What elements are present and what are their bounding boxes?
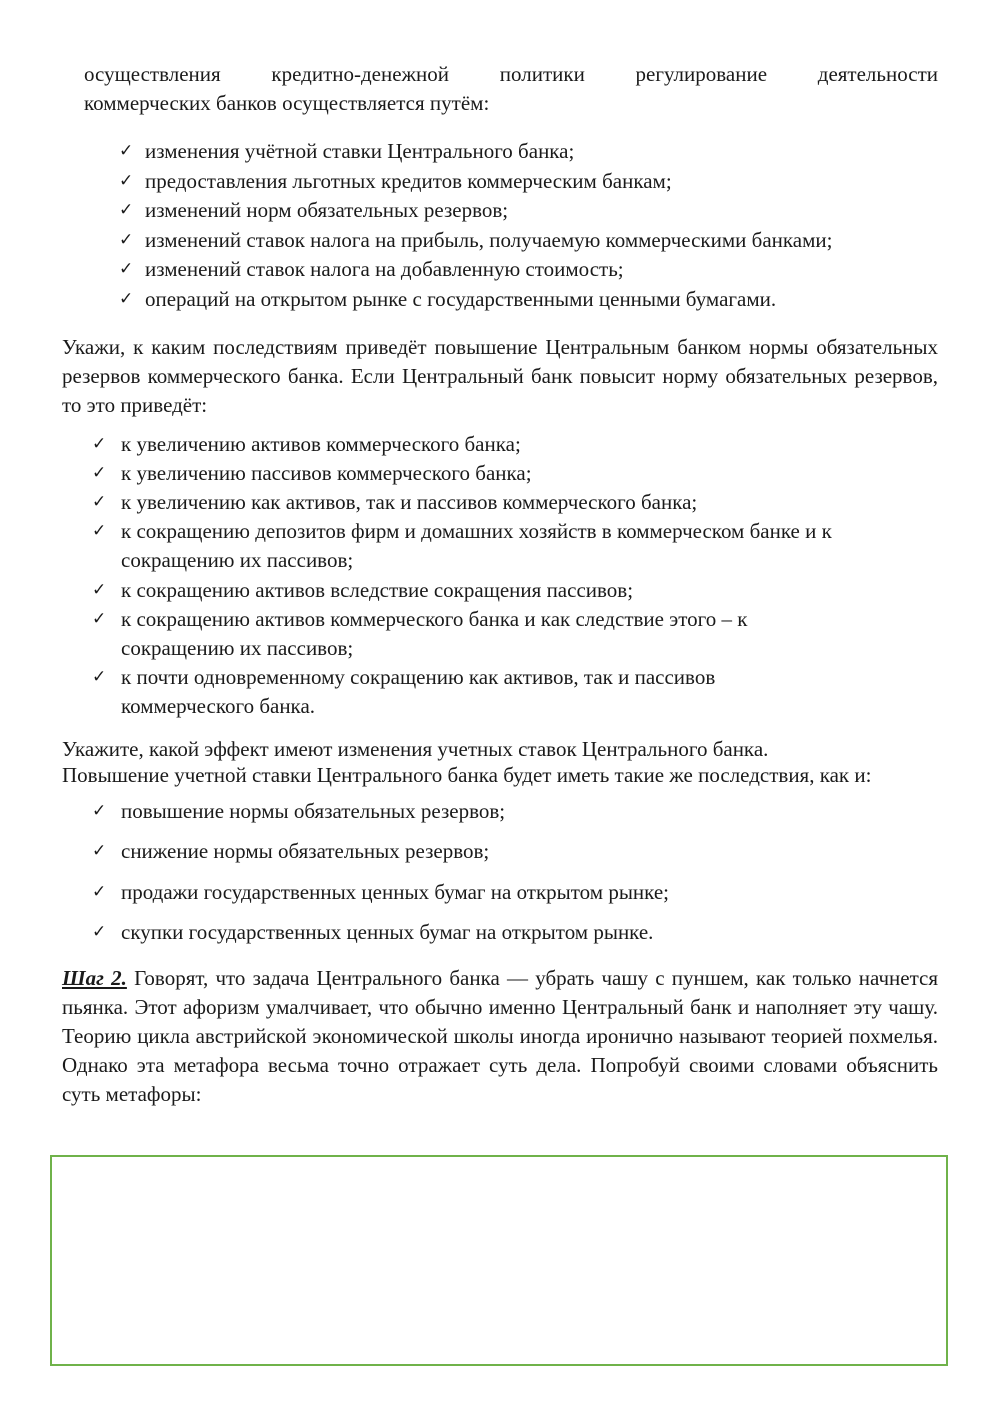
checkmark-icon: ✓: [92, 521, 107, 542]
list-item: ✓ к увеличению пассивов коммерческого банка;: [92, 459, 938, 488]
checkmark-icon: ✓: [92, 579, 107, 600]
question-reserves: Укажи, к каким последствиям приведёт повышение Центральным банком нормы обязательных резервов коммерческого банка. Если Центральный банк повысит норму обязательных резервов, то это приведёт:: [62, 334, 938, 417]
checkmark-icon: ✓: [92, 881, 107, 902]
intro-line-2: коммерческих банков осуществляется путём:: [84, 91, 490, 115]
list-item: ✓ к сокращению активов вследствие сокращения пассивов;: [92, 576, 938, 605]
checkmark-icon: ✓: [119, 200, 134, 221]
list-item: ✓ к сокращению активов коммерческого банка и как следствие этого – к сокращению их пассивов;: [92, 606, 748, 660]
checkmark-icon: ✓: [92, 667, 107, 688]
list-item: ✓ скупки государственных ценных бумаг на открытом рынке.: [92, 912, 938, 953]
checkmark-icon: ✓: [119, 141, 134, 161]
list-item: ✓ повышение нормы обязательных резервов;: [92, 791, 938, 832]
checkmark-icon: ✓: [92, 800, 107, 821]
list-item: ✓ к увеличению как активов, так и пассивов коммерческого банка;: [92, 488, 938, 517]
step-2-label: Шаг 2.: [62, 965, 127, 990]
intro-line-1: осуществления кредитно-денежной политики регулирование деятельности: [84, 62, 938, 86]
question-discount-line-1: Укажите, какой эффект имеют изменения учетных ставок Центрального банка.: [62, 736, 769, 761]
checkmark-icon: ✓: [92, 608, 107, 629]
checkmark-icon: ✓: [119, 288, 134, 309]
checkmark-icon: ✓: [92, 462, 107, 483]
step-2-text: Говорят, что задача Центрального банка — убрать чашу с пуншем, как только начнется пьянка. Этот афоризм умалчивает, что обычно именно Центральный банк и наполняет эту чашу. Теорию цикла австрийской экономической школы иногда иронично называют теорией похмелья. Однако эта метафора весьма точно отражает суть дела. Попробуй своими словами объяснить суть метафоры:: [62, 965, 938, 1106]
list-item: ✓ продажи государственных ценных бумаг на открытом рынке;: [92, 872, 938, 913]
checkmark-icon: ✓: [92, 491, 107, 512]
answer-box[interactable]: [50, 1155, 948, 1366]
checkmark-icon: ✓: [92, 841, 107, 862]
consequences-list: [92, 430, 938, 722]
list-item: ✓ операций на открытом рынке с государственными ценными бумагами.: [119, 285, 938, 315]
list-item: ✓ изменений норм обязательных резервов;: [119, 196, 938, 226]
list-item: ✓ изменения учётной ставки Центрального банка;: [119, 137, 938, 167]
list-item: ✓ к сокращению депозитов фирм и домашних хозяйств в коммерческом банке и к сокращению их пассивов;: [92, 519, 832, 573]
list-item: ✓ изменений ставок налога на прибыль, получаемую коммерческими банками;: [119, 226, 938, 256]
checkmark-icon: ✓: [119, 229, 134, 250]
list-item: ✓ снижение нормы обязательных резервов;: [92, 831, 938, 872]
list-item: ✓ к почти одновременному сокращению как активов, так и пассивов коммерческого банка.: [92, 665, 716, 719]
question-discount-line-2: Повышение учетной ставки Центрального банка будет иметь такие же последствия, как и:: [62, 762, 872, 787]
checkmark-icon: ✓: [119, 170, 134, 191]
list-item: ✓ предоставления льготных кредитов коммерческим банкам;: [119, 167, 938, 197]
discount-effects-list: [92, 791, 938, 953]
checkmark-icon: ✓: [119, 259, 134, 280]
checkmark-icon: ✓: [92, 922, 107, 943]
worksheet-page: [62, 60, 938, 1109]
list-item: ✓ к увеличению активов коммерческого банка;: [92, 430, 938, 459]
list-item: ✓ изменений ставок налога на добавленную стоимость;: [119, 255, 938, 285]
step-2-paragraph: [62, 964, 938, 1109]
methods-list: [119, 137, 938, 315]
checkmark-icon: ✓: [92, 433, 107, 454]
